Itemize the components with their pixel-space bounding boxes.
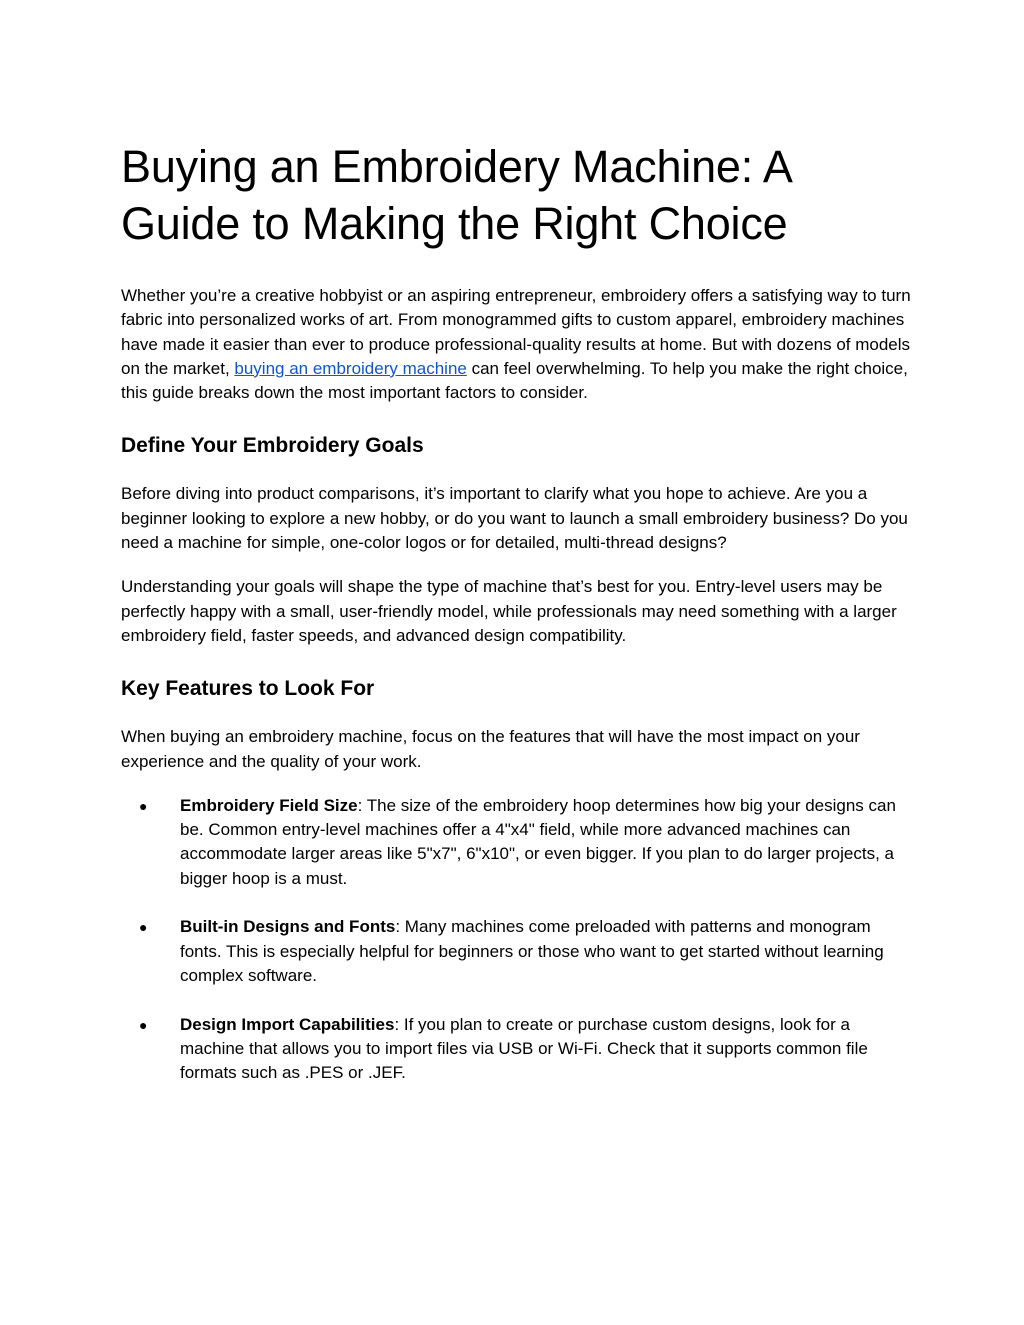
list-item-term: Design Import Capabilities — [180, 1014, 395, 1034]
goals-heading: Define Your Embroidery Goals — [121, 434, 424, 458]
goals-paragraph-2: Understanding your goals will shape the type of machine that’s best for you. Entry-level users may be perfectly happy with a small, user-friendly model, while professionals may need something with a larger embroidery field, faster speeds, and advanced design compatibility. — [121, 577, 897, 645]
page-title: Buying an Embroidery Machine: A Guide to Making the Right Choice — [121, 141, 791, 249]
document-page — [121, 138, 911, 1110]
intro-text-start: Whether you’re a creative hobbyist or an aspiring entrepreneur, embroidery offers a satisfying way to turn fabric into personalized works of art. From monogrammed gifts to custom apparel, embroidery machines have made it easier than ever to produce professional-quality results at home. But with dozens of models on the market, — [121, 286, 911, 378]
bullet-icon: ● — [139, 797, 148, 814]
list-item-term: Embroidery Field Size — [180, 795, 358, 815]
features-intro-paragraph: When buying an embroidery machine, focus on the features that will have the most impact on your experience and the quality of your work. — [121, 727, 860, 771]
list-item-text: : The size of the embroidery hoop determines how big your designs can be. Common entry-level machines offer a 4"x4" field, while more advanced machines can accommodate larger areas like 5"x7", 6"x10", or even bigger. If you plan to do larger projects, a bigger hoop is a must. — [180, 795, 896, 888]
intro-text-end: can feel overwhelming. To help you make the right choice, this guide breaks down the most important factors to consider. — [121, 358, 908, 403]
list-item-term: Built-in Designs and Fonts — [180, 917, 396, 937]
buying-embroidery-machine-link[interactable]: buying an embroidery machine — [234, 358, 467, 378]
bullet-icon: ● — [139, 919, 148, 936]
list-item-text: : Many machines come preloaded with patterns and monogram fonts. This is especially helpful for beginners or those who want to get started without learning complex software. — [180, 917, 884, 985]
list-item — [121, 1013, 911, 1086]
bullet-icon: ● — [139, 1016, 148, 1033]
intro-paragraph — [121, 284, 911, 405]
list-item — [121, 915, 911, 988]
list-item-text: : If you plan to create or purchase custom designs, look for a machine that allows you to import files via USB or Wi-Fi. Check that it supports common file formats such as .PES or .JEF. — [180, 1014, 868, 1083]
goals-paragraph-1: Before diving into product comparisons, it’s important to clarify what you hope to achieve. Are you a beginner looking to explore a new hobby, or do you want to launch a small embroidery business? Do you need a machine for simple, one-color logos or for detailed, multi-thread designs? — [121, 484, 908, 553]
features-list — [121, 794, 911, 1086]
features-heading: Key Features to Look For — [121, 677, 375, 701]
list-item — [121, 794, 911, 891]
